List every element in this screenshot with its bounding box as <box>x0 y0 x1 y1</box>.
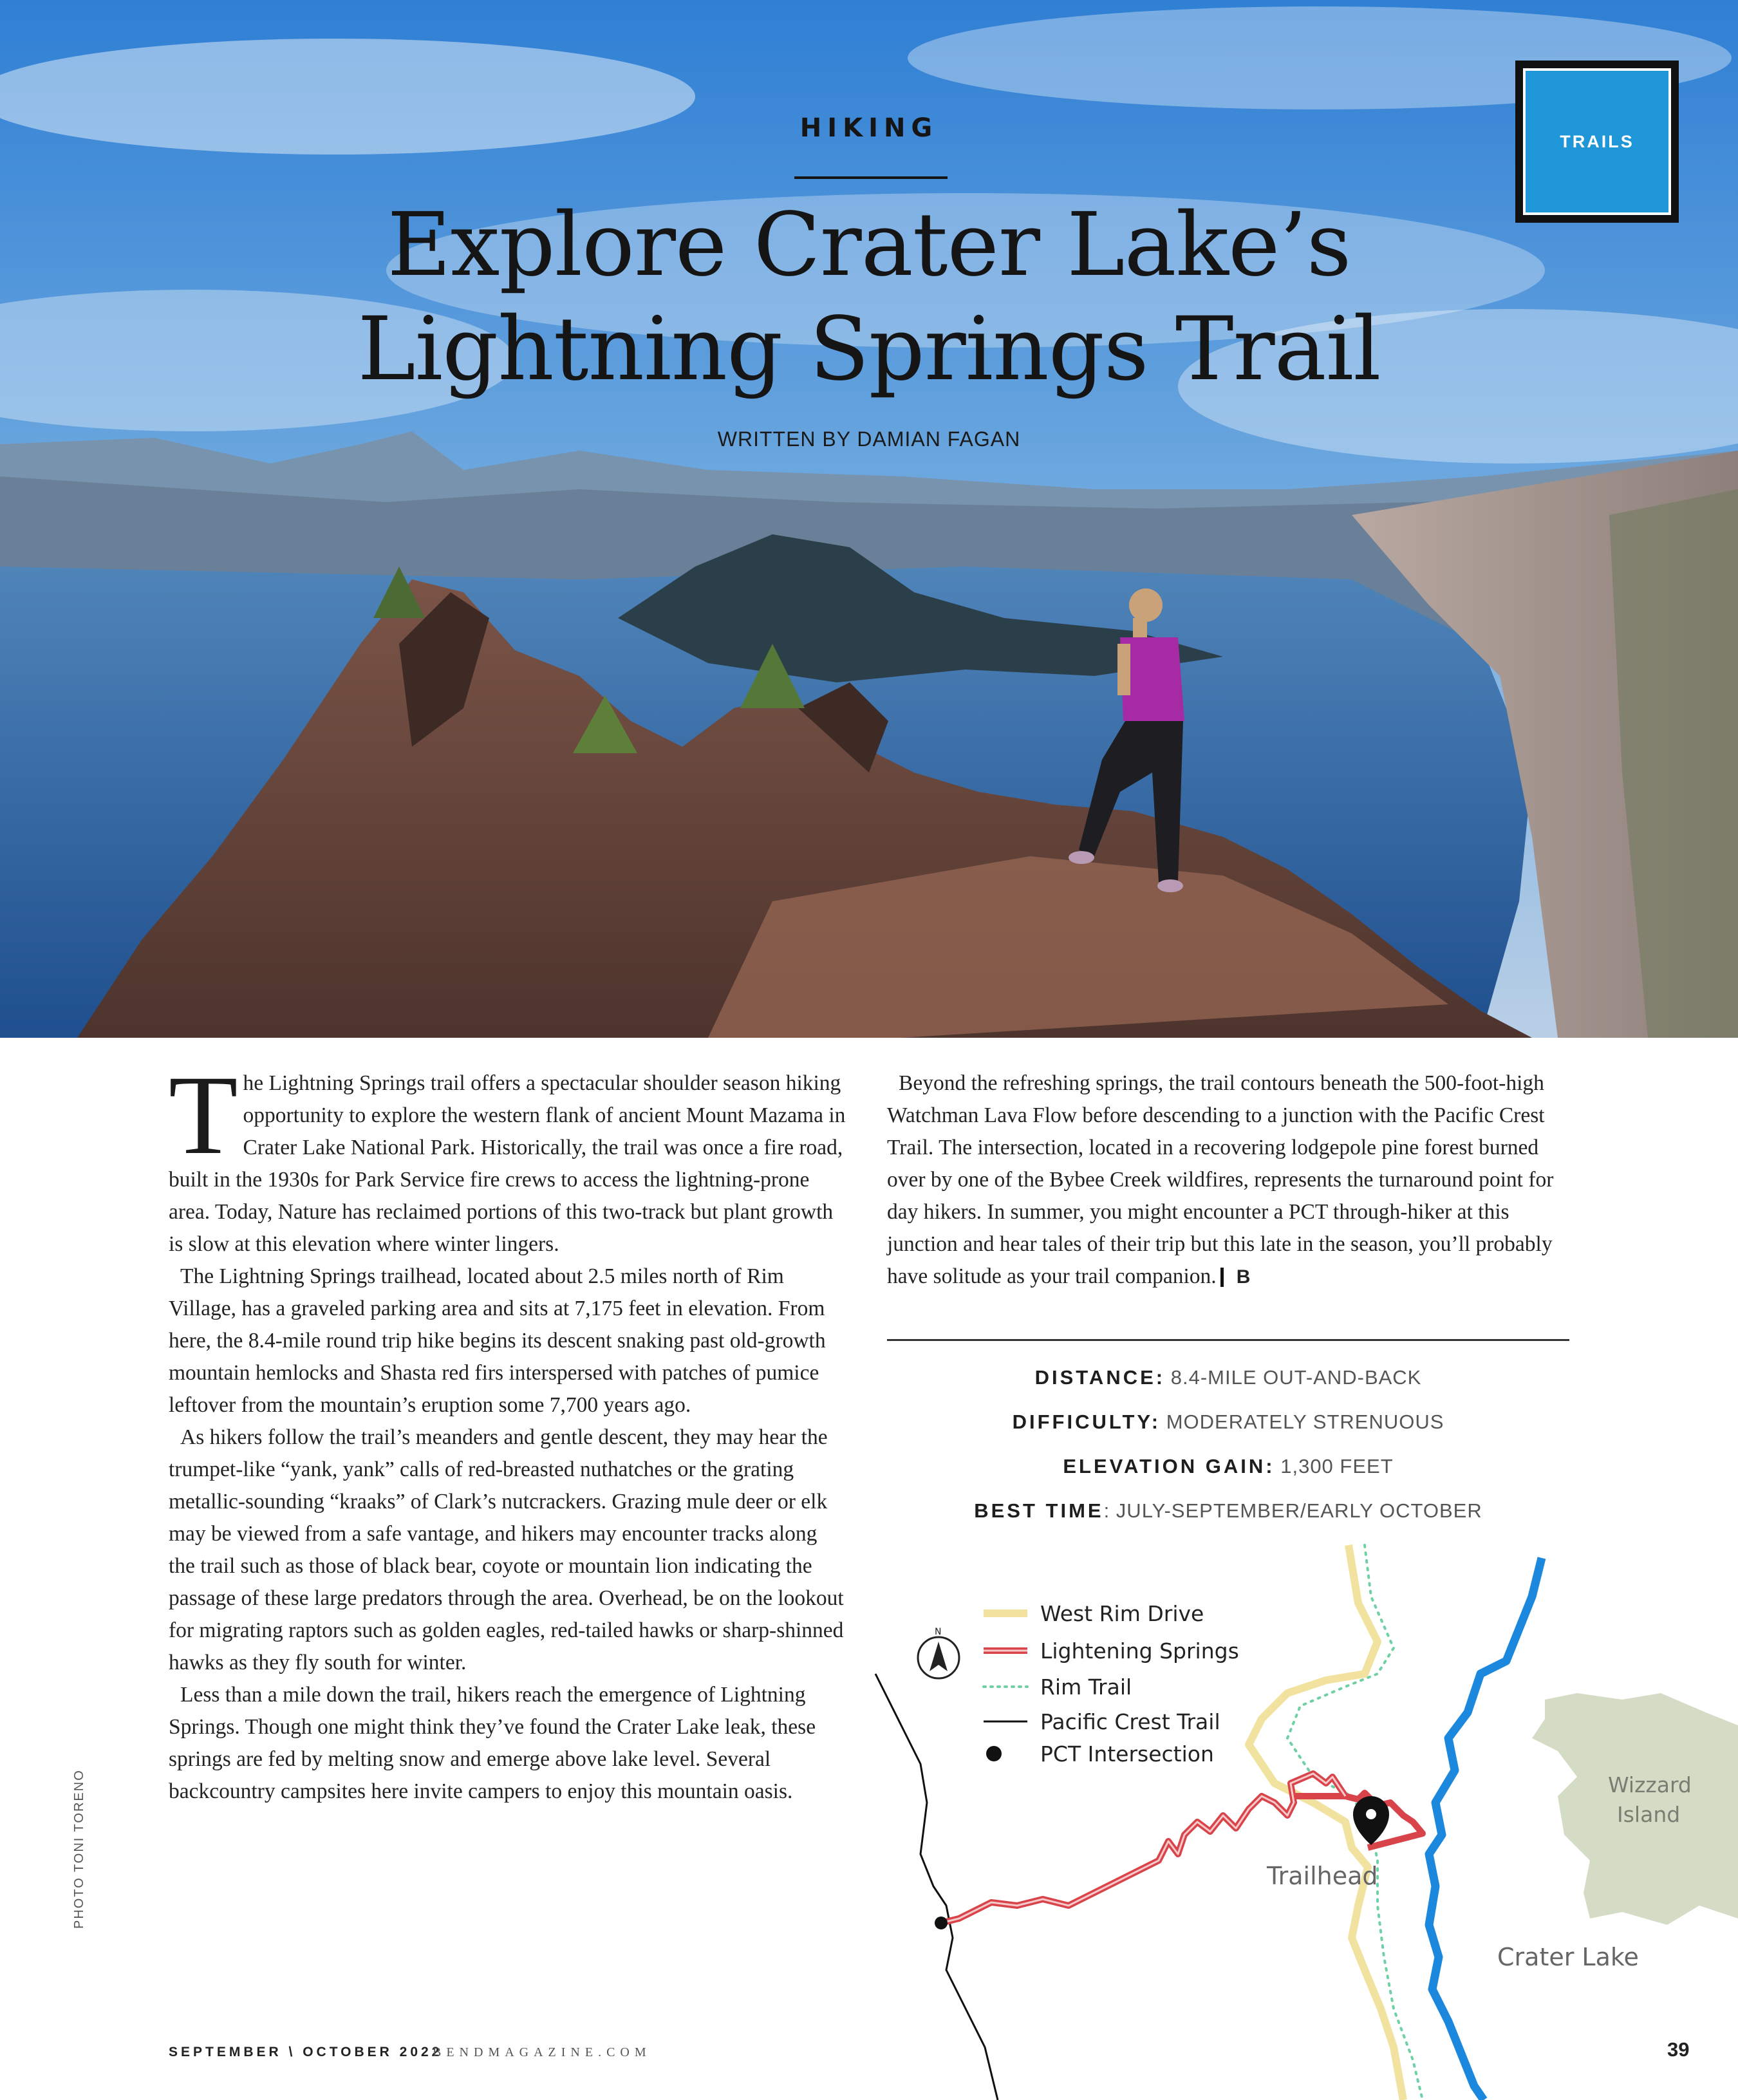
trailhead-label: Trailhead <box>1267 1862 1378 1890</box>
crater-lake-label: Crater Lake <box>1497 1943 1639 1971</box>
legend-rim-trail: Rim Trail <box>1040 1674 1132 1700</box>
footer-issue: SEPTEMBER \ OCTOBER 2022 <box>169 2045 443 2059</box>
legend-pacific-crest-trail: Pacific Crest Trail <box>1040 1709 1220 1734</box>
legend-west-rim-drive: West Rim Drive <box>1040 1601 1204 1626</box>
headline-line-2: Lightning Springs Trail <box>357 299 1381 400</box>
stat-distance-value: 8.4-MILE OUT-AND-BACK <box>1170 1366 1422 1389</box>
article-column-right <box>887 1067 1569 1293</box>
trailhead-pin-icon <box>1353 1796 1389 1845</box>
island-label-line-1: Wizzard <box>1608 1772 1692 1797</box>
crater-lake-photo <box>0 0 1738 1038</box>
end-mark-icon: B <box>1220 1268 1251 1287</box>
stat-difficulty-label: DIFFICULTY: <box>1012 1411 1161 1433</box>
section-tag-inner <box>1523 68 1671 215</box>
island-label-line-2: Island <box>1617 1802 1681 1827</box>
paragraph-5-text: Beyond the refreshing springs, the trail contours beneath the 500-foot-high Watchman Lava Flow before descending to a junction with the Pacific Crest Trail. The intersection, located in a recovering lodgepole pine forest burned over by one of the Bybee Creek wildfires, represents the turnaround point for day hikers. In summer, you might encounter a PCT through-hiker at this junction and hear tales of their trip but this late in the season, you’ll probably have solitude as your trail companion. <box>887 1071 1554 1288</box>
stat-difficulty <box>887 1411 1569 1434</box>
trail-map <box>837 1539 1738 2100</box>
section-tag <box>1515 61 1679 223</box>
article-paragraph-2: The Lightning Springs trailhead, located about 2.5 miles north of Rim Village, has a graveled parking area and sits at 7,175 feet in elevation. From here, the 8.4-mile round trip hike begins its descent snaking past old-growth mountain hemlocks and Shasta red firs interspersed with patches of pumice leftover from the mountain’s eruption some 7,700 years ago. <box>169 1264 826 1417</box>
section-kicker: HIKING <box>799 113 939 143</box>
section-tag-label: TRAILS <box>1560 131 1634 151</box>
headline-line-1: Explore Crater Lake’s <box>387 194 1351 296</box>
pacific-crest-trail-line <box>875 1674 998 2100</box>
stat-distance-label: DISTANCE: <box>1034 1366 1166 1389</box>
photo-credit: PHOTO TONI TORENO <box>72 1769 86 1929</box>
stat-elevation-label: ELEVATION GAIN: <box>1063 1455 1275 1477</box>
legend-pct-intersection: PCT Intersection <box>1040 1741 1214 1767</box>
drop-cap: T <box>169 1053 238 1178</box>
hero-photo <box>0 0 1738 1038</box>
lake-shoreline <box>1429 1558 1542 2100</box>
byline: WRITTEN BY DAMIAN FAGAN <box>717 427 1021 451</box>
stat-best-time <box>887 1499 1569 1523</box>
article-paragraph-4: Less than a mile down the trail, hikers reach the emergence of Lightning Springs. Though one might think they’ve found the Crater Lake leak, these springs are fed by melting snow and emerge above lake level. Several backcountry campsites here invite campers to enjoy this mountain oasis. <box>169 1683 816 1803</box>
stat-difficulty-value: MODERATELY STRENUOUS <box>1166 1411 1444 1433</box>
stat-elevation-value: 1,300 FEET <box>1280 1455 1394 1477</box>
stat-best-time-value: : JULY-SEPTEMBER/EARLY OCTOBER <box>1103 1499 1482 1522</box>
north-arrow-icon <box>918 1627 959 1678</box>
kicker-rule <box>794 176 948 179</box>
article-column-left <box>169 1053 846 1808</box>
page-number: 39 <box>1667 2038 1690 2061</box>
footer-site: BENDMAGAZINE.COM <box>433 2045 651 2059</box>
north-letter: N <box>935 1627 942 1637</box>
stats-divider <box>887 1339 1569 1341</box>
paragraph-1-text: he Lightning Springs trail offers a spectacular shoulder season hiking opportunity to explore the western flank of ancient Mount Mazama in Crater Lake National Park. Historically, the trail was once a fire road, built in the 1930s for Park Service fire crews to access the lightning-prone area. Today, Nature has reclaimed portions of this two-track but plant growth is slow at this elevation where winter lingers. <box>169 1071 846 1256</box>
map-legend <box>984 1601 1239 1767</box>
headline <box>0 193 1738 402</box>
stat-elevation <box>887 1455 1569 1478</box>
article-paragraph-1 <box>169 1053 846 1261</box>
stat-distance <box>887 1366 1569 1389</box>
legend-lightening-springs: Lightening Springs <box>1040 1638 1239 1664</box>
pct-intersection-marker <box>935 1917 948 1929</box>
legend-swatch-pct-intersection <box>986 1746 1002 1761</box>
article-paragraph-3: As hikers follow the trail’s meanders and gentle descent, they may hear the trumpet-like “yank, yank” calls of red-breasted nuthatches or the grating metallic-sounding “kraaks” of Clark’s nutcrackers. Grazing mule deer or elk may be viewed from a safe vantage, and hikers may encounter tracks along the trail such as those of black bear, coyote or mountain lion indicating the passage of these large predators through the area. Overhead, be on the lookout for migrating raptors such as golden eagles, red-tailed hawks or sharp-shinned hawks as they fly south for winter. <box>169 1425 844 1674</box>
article-paragraph-5 <box>887 1067 1569 1293</box>
stat-best-time-label: BEST TIME <box>974 1499 1104 1522</box>
